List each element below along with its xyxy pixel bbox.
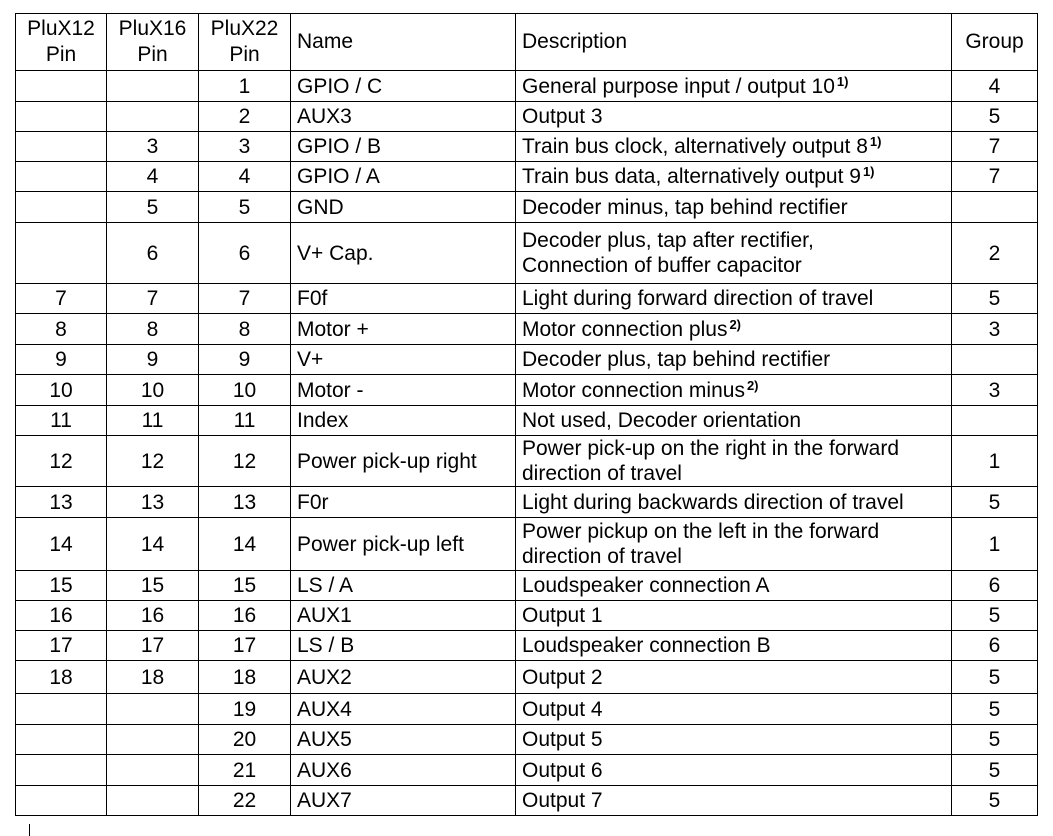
plux22-pin-cell: 6: [199, 223, 291, 284]
description-line-2: direction of travel: [522, 545, 682, 568]
description-cell: [516, 436, 952, 487]
plux22-pin-cell: 21: [199, 755, 291, 786]
description-cell: [516, 192, 952, 223]
table-row: [16, 631, 1038, 661]
plux12-pin-cell: [16, 162, 107, 192]
name-cell: Power pick-up right: [291, 436, 516, 487]
plux12-pin-cell: [16, 786, 107, 816]
description-cell: [516, 223, 952, 284]
plux16-pin-cell: 10: [107, 375, 199, 406]
description-cell: [516, 786, 952, 816]
description-text: Output 5: [522, 728, 603, 751]
name-cell: Power pick-up left: [291, 518, 516, 571]
description-cell: [516, 571, 952, 601]
header-plux22-pin: [199, 14, 291, 71]
plux16-pin-cell: 12: [107, 436, 199, 487]
name-cell: AUX4: [291, 694, 516, 725]
header-plux12-line1: PluX12: [27, 17, 95, 40]
plux16-pin-cell: 17: [107, 631, 199, 661]
group-cell: 3: [952, 375, 1038, 406]
group-cell: [952, 406, 1038, 436]
footnote-marker: 1): [836, 73, 849, 89]
pin-rows: [16, 71, 1038, 816]
description-text: Motor connection plus: [522, 317, 728, 341]
group-cell: 5: [952, 661, 1038, 694]
plux12-pin-cell: [16, 223, 107, 284]
group-cell: 5: [952, 755, 1038, 786]
description-cell: [516, 162, 952, 192]
name-cell: F0f: [291, 284, 516, 314]
plux22-pin-cell: 5: [199, 192, 291, 223]
plux16-pin-cell: [107, 694, 199, 725]
plux12-pin-cell: [16, 102, 107, 132]
plux16-pin-cell: [107, 786, 199, 816]
header-group: Group: [952, 14, 1038, 71]
header-plux22-line2: Pin: [229, 43, 260, 66]
group-cell: 7: [952, 132, 1038, 162]
description-cell: [516, 631, 952, 661]
name-cell: AUX7: [291, 786, 516, 816]
name-cell: V+: [291, 345, 516, 375]
description-text: Loudspeaker connection B: [522, 634, 771, 657]
plux12-pin-cell: 10: [16, 375, 107, 406]
description-cell: [516, 487, 952, 518]
pinout-table: [15, 13, 1038, 816]
group-cell: 5: [952, 725, 1038, 755]
footnote-marker: 2): [729, 316, 742, 332]
plux16-pin-cell: [107, 725, 199, 755]
plux16-pin-cell: 6: [107, 223, 199, 284]
table-row: [16, 661, 1038, 694]
table-row: [16, 725, 1038, 755]
table-row: [16, 102, 1038, 132]
description-text: General purpose input / output 10: [522, 74, 835, 98]
group-cell: [952, 345, 1038, 375]
description-text: Output 3: [522, 105, 603, 128]
description-text: Train bus data, alternatively output 9: [522, 165, 861, 188]
group-cell: 5: [952, 102, 1038, 132]
description-cell: [516, 725, 952, 755]
table-row: [16, 406, 1038, 436]
table-row: [16, 223, 1038, 284]
table-row: [16, 786, 1038, 816]
table-row: [16, 518, 1038, 571]
header-row: [16, 14, 1038, 71]
plux16-pin-cell: 11: [107, 406, 199, 436]
name-cell: GPIO / B: [291, 132, 516, 162]
footnote-marker: 1): [862, 164, 875, 179]
table-row: [16, 345, 1038, 375]
plux16-pin-cell: 14: [107, 518, 199, 571]
description-text: Output 4: [522, 697, 603, 721]
plux22-pin-cell: 19: [199, 694, 291, 725]
plux16-pin-cell: [107, 755, 199, 786]
table-row: [16, 162, 1038, 192]
description-text: Motor connection minus: [522, 378, 745, 402]
header-plux16-line1: PluX16: [118, 17, 187, 40]
group-cell: [952, 192, 1038, 223]
name-cell: AUX1: [291, 601, 516, 631]
plux16-pin-cell: 18: [107, 661, 199, 694]
plux22-pin-cell: 9: [199, 345, 291, 375]
plux22-pin-cell: 18: [199, 661, 291, 694]
description-cell: [516, 314, 952, 345]
plux16-pin-cell: 9: [107, 345, 199, 375]
description-cell: [516, 601, 952, 631]
group-cell: 5: [952, 601, 1038, 631]
description-cell: [516, 406, 952, 436]
description-text: Output 6: [522, 758, 603, 782]
name-cell: LS / A: [291, 571, 516, 601]
table-row: [16, 487, 1038, 518]
description-text: Output 1: [522, 604, 603, 627]
table-row: [16, 601, 1038, 631]
plux12-pin-cell: 9: [16, 345, 107, 375]
header-description: Description: [516, 14, 952, 71]
header-plux22-line1: PluX22: [210, 17, 279, 40]
name-cell: LS / B: [291, 631, 516, 661]
group-cell: 1: [952, 518, 1038, 571]
table-row: [16, 71, 1038, 102]
description-cell: [516, 661, 952, 694]
plux16-pin-cell: 16: [107, 601, 199, 631]
plux22-pin-cell: 1: [199, 71, 291, 102]
group-cell: 5: [952, 786, 1038, 816]
plux12-pin-cell: 7: [16, 284, 107, 314]
description-cell: [516, 132, 952, 162]
description-text: Train bus clock, alternatively output 8: [522, 135, 868, 158]
name-cell: Motor -: [291, 375, 516, 406]
description-text: Light during forward direction of travel: [522, 287, 874, 310]
description-line-1: Power pickup on the left in the forward: [522, 520, 880, 543]
plux22-pin-cell: 20: [199, 725, 291, 755]
name-cell: GPIO / C: [291, 71, 516, 102]
name-cell: GPIO / A: [291, 162, 516, 192]
description-cell: [516, 345, 952, 375]
plux22-pin-cell: 10: [199, 375, 291, 406]
description-text: Output 2: [522, 665, 603, 689]
plux22-pin-cell: 12: [199, 436, 291, 487]
header-name: Name: [291, 14, 516, 71]
plux22-pin-cell: 13: [199, 487, 291, 518]
plux22-pin-cell: 2: [199, 102, 291, 132]
header-plux12-line2: Pin: [45, 43, 77, 66]
plux16-pin-cell: 8: [107, 314, 199, 345]
plux16-pin-cell: 15: [107, 571, 199, 601]
table-row: [16, 375, 1038, 406]
table-row: [16, 192, 1038, 223]
plux16-pin-cell: 7: [107, 284, 199, 314]
plux16-pin-cell: 3: [107, 132, 199, 162]
description-line-1: Power pick-up on the right in the forward: [522, 437, 900, 460]
description-cell: [516, 518, 952, 571]
plux22-pin-cell: 8: [199, 314, 291, 345]
name-cell: AUX2: [291, 661, 516, 694]
plux12-pin-cell: 16: [16, 601, 107, 631]
plux12-pin-cell: [16, 192, 107, 223]
name-cell: GND: [291, 192, 516, 223]
name-cell: F0r: [291, 487, 516, 518]
footnote-marker: 1): [869, 134, 882, 149]
description-text: Output 7: [522, 789, 603, 812]
group-cell: 4: [952, 71, 1038, 102]
plux12-pin-cell: 11: [16, 406, 107, 436]
group-cell: 7: [952, 162, 1038, 192]
description-line-2: Connection of buffer capacitor: [522, 254, 802, 277]
group-cell: 3: [952, 314, 1038, 345]
description-cell: [516, 375, 952, 406]
plux22-pin-cell: 16: [199, 601, 291, 631]
header-plux16-line2: Pin: [137, 43, 168, 66]
name-cell: Index: [291, 406, 516, 436]
description-cell: [516, 694, 952, 725]
table-row: [16, 314, 1038, 345]
table-row: [16, 571, 1038, 601]
group-cell: 6: [952, 631, 1038, 661]
name-cell: AUX5: [291, 725, 516, 755]
name-cell: V+ Cap.: [291, 223, 516, 284]
description-text: Decoder plus, tap behind rectifier: [522, 348, 831, 371]
plux22-pin-cell: 4: [199, 162, 291, 192]
description-text: Light during backwards direction of travel: [522, 490, 904, 514]
plux16-pin-cell: 5: [107, 192, 199, 223]
plux22-pin-cell: 15: [199, 571, 291, 601]
name-cell: AUX6: [291, 755, 516, 786]
plux22-pin-cell: 14: [199, 518, 291, 571]
plux22-pin-cell: 17: [199, 631, 291, 661]
plux12-pin-cell: 17: [16, 631, 107, 661]
plux12-pin-cell: [16, 132, 107, 162]
group-cell: 2: [952, 223, 1038, 284]
table-row: [16, 755, 1038, 786]
description-text: Loudspeaker connection A: [522, 574, 770, 597]
name-cell: Motor +: [291, 314, 516, 345]
name-cell: AUX3: [291, 102, 516, 132]
header-plux12-pin: [16, 14, 107, 71]
group-cell: 5: [952, 487, 1038, 518]
plux12-pin-cell: 8: [16, 314, 107, 345]
description-cell: [516, 284, 952, 314]
plux12-pin-cell: [16, 755, 107, 786]
group-cell: 1: [952, 436, 1038, 487]
description-cell: [516, 71, 952, 102]
plux12-pin-cell: 15: [16, 571, 107, 601]
plux22-pin-cell: 3: [199, 132, 291, 162]
table-row: [16, 436, 1038, 487]
group-cell: 5: [952, 694, 1038, 725]
description-cell: [516, 755, 952, 786]
plux12-pin-cell: [16, 694, 107, 725]
description-text: Decoder minus, tap behind rectifier: [522, 195, 848, 219]
group-cell: 5: [952, 284, 1038, 314]
description-line-1: Decoder plus, tap after rectifier,: [522, 229, 814, 252]
plux22-pin-cell: 11: [199, 406, 291, 436]
table-row: [16, 132, 1038, 162]
table-row: [16, 694, 1038, 725]
footnote-marker: 2): [746, 377, 759, 393]
description-line-2: direction of travel: [522, 462, 682, 485]
plux12-pin-cell: 18: [16, 661, 107, 694]
plux16-pin-cell: 4: [107, 162, 199, 192]
header-plux16-pin: [107, 14, 199, 71]
plux12-pin-cell: 12: [16, 436, 107, 487]
table-row: [16, 284, 1038, 314]
plux22-pin-cell: 22: [199, 786, 291, 816]
plux22-pin-cell: 7: [199, 284, 291, 314]
plux12-pin-cell: 13: [16, 487, 107, 518]
group-cell: 6: [952, 571, 1038, 601]
page-edge-mark: [29, 824, 30, 836]
plux12-pin-cell: [16, 71, 107, 102]
plux16-pin-cell: [107, 71, 199, 102]
plux12-pin-cell: 14: [16, 518, 107, 571]
plux16-pin-cell: [107, 102, 199, 132]
description-cell: [516, 102, 952, 132]
description-text: Not used, Decoder orientation: [522, 409, 801, 432]
plux12-pin-cell: [16, 725, 107, 755]
plux16-pin-cell: 13: [107, 487, 199, 518]
